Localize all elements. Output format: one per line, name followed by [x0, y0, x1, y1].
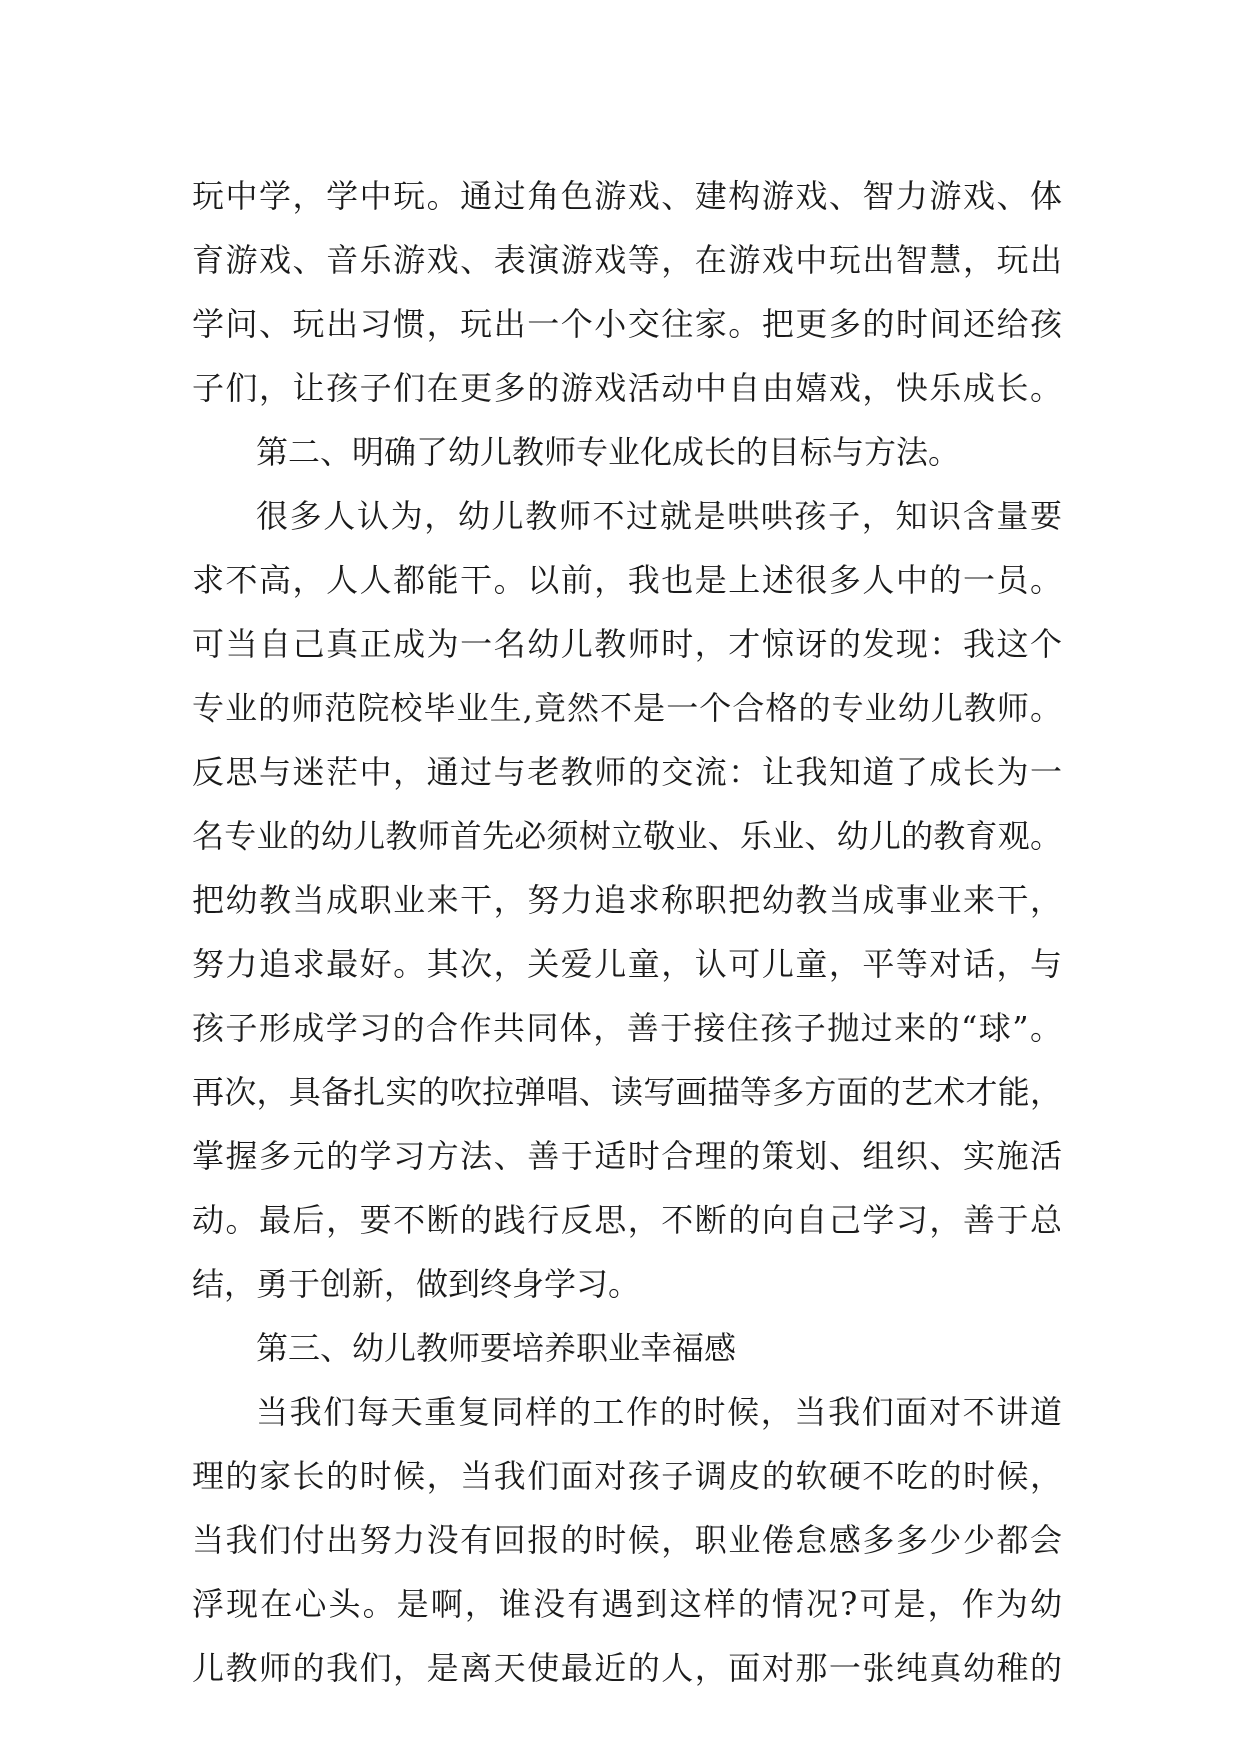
text-line: 可当自己真正成为一名幼儿教师时，才惊讶的发现：我这个	[192, 625, 1062, 663]
text-line: 努力追求最好。其次，关爱儿童，认可儿童，平等对话，与	[192, 945, 1062, 983]
text-line: 育游戏、音乐游戏、表演游戏等，在游戏中玩出智慧，玩出	[192, 241, 1062, 279]
text-line: 子们，让孩子们在更多的游戏活动中自由嬉戏，快乐成长。	[192, 369, 1062, 407]
text-line: 玩中学，学中玩。通过角色游戏、建构游戏、智力游戏、体	[192, 177, 1062, 215]
text-line: 求不高，人人都能干。以前，我也是上述很多人中的一员。	[192, 561, 1062, 599]
text-line: 专业的师范院校毕业生,竟然不是一个合格的专业幼儿教师。	[192, 689, 1062, 727]
text-line: 孩子形成学习的合作共同体，善于接住孩子抛过来的“球”。	[192, 1009, 1062, 1047]
text-line: 浮现在心头。是啊，谁没有遇到这样的情况?可是，作为幼	[192, 1585, 1062, 1623]
text-line: 学问、玩出习惯，玩出一个小交往家。把更多的时间还给孩	[192, 305, 1062, 343]
text-line: 再次，具备扎实的吹拉弹唱、读写画描等多方面的艺术才能，	[192, 1073, 1062, 1111]
text-line: 名专业的幼儿教师首先必须树立敬业、乐业、幼儿的教育观。	[192, 817, 1062, 855]
section-heading-3: 第三、幼儿教师要培养职业幸福感	[256, 1329, 737, 1367]
text-line: 结，勇于创新，做到终身学习。	[192, 1265, 641, 1303]
text-line: 动。最后，要不断的践行反思，不断的向自己学习，善于总	[192, 1201, 1062, 1239]
text-line: 儿教师的我们，是离天使最近的人，面对那一张纯真幼稚的	[192, 1649, 1062, 1687]
text-line: 当我们付出努力没有回报的时候，职业倦怠感多多少少都会	[192, 1521, 1062, 1559]
text-line: 掌握多元的学习方法、善于适时合理的策划、组织、实施活	[192, 1137, 1062, 1175]
section-heading-2: 第二、明确了幼儿教师专业化成长的目标与方法。	[256, 433, 961, 471]
text-line: 很多人认为，幼儿教师不过就是哄哄孩子，知识含量要	[256, 497, 1062, 535]
text-line: 当我们每天重复同样的工作的时候，当我们面对不讲道	[256, 1393, 1062, 1431]
text-line: 把幼教当成职业来干，努力追求称职把幼教当成事业来干，	[192, 881, 1062, 919]
text-line: 理的家长的时候，当我们面对孩子调皮的软硬不吃的时候，	[192, 1457, 1062, 1495]
body-text	[192, 164, 1062, 1700]
text-line: 反思与迷茫中，通过与老教师的交流：让我知道了成长为一	[192, 753, 1062, 791]
